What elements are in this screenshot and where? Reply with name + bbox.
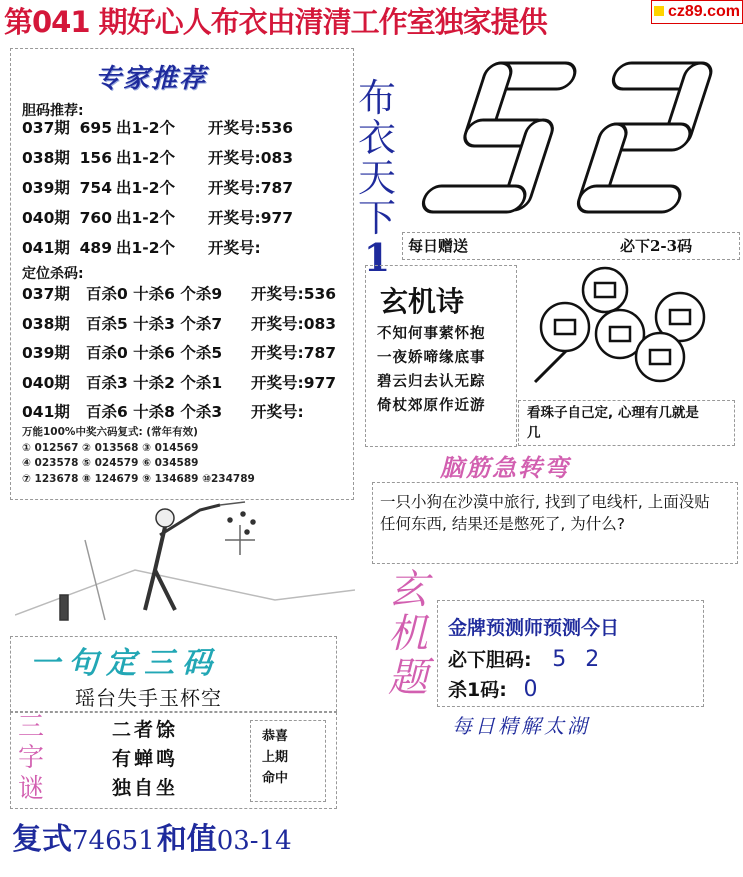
kill-codes: 百杀0 十杀6 个杀9 — [86, 285, 223, 303]
draw-label: 开奖号: — [208, 119, 261, 137]
dan-period: 040期 — [22, 209, 70, 227]
dan-note: 出1-2个 — [116, 179, 176, 197]
buyi-char-3: 天 — [357, 156, 396, 200]
kill-period: 040期 — [22, 373, 70, 392]
buyi-char-2: 衣 — [357, 116, 396, 160]
sanzi-char-2: 字 — [17, 743, 44, 773]
sum-value: 03-14 — [216, 826, 292, 856]
kill-row — [22, 310, 357, 340]
wanneng-title: 万能100%中奖六码复式: (常年有效) — [22, 426, 198, 438]
xuanji-ti-line1: 金牌预测师预测今日 — [448, 617, 620, 639]
wanneng-line-1: ① 012567 ② 013568 ③ 014569 — [22, 442, 199, 454]
site-logo-icon — [654, 6, 664, 16]
congrats-lines — [262, 726, 288, 789]
wanneng-line-2: ④ 023578 ⑤ 024579 ⑥ 034589 — [22, 457, 199, 469]
page-title: 第041 期好心人布衣由清清工作室独家提供 — [4, 5, 547, 39]
kill-rows — [22, 280, 357, 428]
draw-number: 787 — [260, 179, 294, 197]
xuanji-ti-vertical — [383, 568, 433, 700]
dan-label: 胆码推荐: — [22, 103, 84, 119]
golfer-illustration — [15, 500, 355, 630]
buyi-char-1: 布 — [357, 76, 396, 120]
xuanji-ti-dan — [448, 645, 605, 672]
draw-label: 开奖号: — [251, 285, 304, 303]
draw-label: 开奖号: — [208, 149, 261, 167]
yiju-text: 瑶台失手玉杯空 — [75, 686, 222, 710]
dan-row — [22, 143, 352, 173]
draw-label: 开奖号: — [251, 344, 304, 362]
xuanji-ti-kill-label: 杀1码: — [448, 679, 507, 701]
fushi-value: 74651 — [72, 826, 155, 856]
sanzi-line-2: 有蝉鸣 — [112, 748, 179, 770]
sanzi-line-1: 二者馀 — [112, 719, 179, 741]
poem-lines — [377, 322, 486, 418]
draw-number: 083 — [303, 314, 337, 333]
kill-row — [22, 398, 357, 428]
sanzi-lines — [112, 716, 178, 803]
xuanji-ti-dan-value: 5 2 — [552, 647, 606, 672]
dan-number: 156 — [79, 149, 112, 167]
dan-row — [22, 203, 352, 233]
xuanji-ti-char-3: 题 — [388, 655, 428, 701]
dan-row — [22, 173, 352, 203]
expert-heading: 专家推荐 — [95, 64, 208, 94]
draw-number: 977 — [260, 209, 294, 227]
draw-label: 开奖号: — [251, 314, 304, 333]
kill-row — [22, 339, 357, 369]
kill-period: 041期 — [22, 403, 70, 421]
dan-period: 037期 — [22, 119, 70, 137]
draw-number: 787 — [303, 344, 337, 362]
dan-number: 760 — [79, 209, 112, 227]
kill-codes: 百杀6 十杀8 个杀3 — [86, 403, 223, 421]
brain-text: 一只小狗在沙漠中旅行, 找到了电线杆, 上面没贴任何东西, 结果还是憋死了, 为什么? — [380, 493, 710, 533]
poem-title: 玄机诗 — [380, 285, 465, 318]
must-label: 必下2-3码 — [620, 237, 693, 255]
dan-note: 出1-2个 — [116, 209, 176, 227]
dan-number: 695 — [79, 119, 112, 137]
kill-row — [22, 369, 357, 399]
dan-period: 038期 — [22, 149, 70, 167]
poem-line-4: 倚杖郊原作近游 — [377, 397, 486, 414]
dan-row — [22, 233, 352, 263]
yiju-title: 一句定三码 — [30, 646, 220, 681]
draw-number: 083 — [260, 149, 294, 167]
poem-line-2: 一夜娇啼缘底事 — [377, 349, 486, 366]
site-badge[interactable] — [651, 0, 743, 24]
draw-label: 开奖号: — [208, 209, 261, 227]
xuanji-ti-char-2: 机 — [388, 611, 428, 657]
xuanji-ti-kill — [448, 675, 537, 702]
sum-label: 和值 — [156, 822, 217, 857]
coin-caption: 看珠子自己定, 心理有几就是几 — [527, 405, 699, 441]
draw-label: 开奖号: — [208, 179, 261, 197]
draw-number: 536 — [260, 119, 294, 137]
xuanji-ti-char-1: 玄 — [388, 567, 428, 613]
sanzi-char-3: 谜 — [17, 774, 44, 804]
kill-period: 038期 — [22, 314, 70, 333]
draw-label: 开奖号: — [251, 373, 304, 392]
fushi-line — [12, 814, 292, 858]
draw-number: 536 — [303, 285, 337, 303]
kill-period: 039期 — [22, 344, 70, 362]
fushi-label: 复式 — [12, 822, 72, 857]
brain-title: 脑筋急转弯 — [440, 454, 570, 482]
xuanji-ti-dan-label: 必下胆码: — [448, 649, 532, 671]
congrats-line-2: 上期 — [262, 750, 289, 765]
dan-row — [22, 113, 352, 143]
coins-illustration — [515, 262, 730, 402]
kill-label: 定位杀码: — [22, 266, 84, 282]
kill-codes: 百杀5 十杀3 个杀7 — [86, 314, 223, 333]
dan-period: 041期 — [22, 239, 70, 257]
site-text: cz89.com — [667, 3, 741, 20]
daily-label: 每日赠送 — [408, 237, 469, 255]
dan-note: 出1-2个 — [116, 239, 176, 257]
dan-note: 出1-2个 — [116, 119, 176, 137]
sanzi-vertical — [13, 712, 49, 805]
taihu-label: 每日精解太湖 — [452, 714, 590, 738]
buyi-char-4: 下 — [357, 196, 396, 240]
draw-label: 开奖号: — [251, 403, 304, 421]
dan-period: 039期 — [22, 179, 70, 197]
wanneng-line-3: ⑦ 123678 ⑧ 124679 ⑨ 134689 ⑩234789 — [22, 473, 255, 485]
congrats-line-1: 恭喜 — [262, 729, 289, 744]
draw-label: 开奖号: — [208, 239, 261, 257]
xuanji-ti-kill-value: 0 — [523, 677, 538, 702]
kill-codes: 百杀0 十杀6 个杀5 — [86, 344, 223, 362]
dan-note: 出1-2个 — [116, 149, 176, 167]
congrats-line-3: 命中 — [262, 771, 289, 786]
dan-number: 754 — [79, 179, 112, 197]
kill-row — [22, 280, 357, 310]
kill-codes: 百杀3 十杀2 个杀1 — [86, 373, 223, 392]
dan-number: 489 — [79, 239, 112, 257]
poem-line-3: 碧云归去认无踪 — [377, 373, 486, 390]
poem-line-1: 不知何事萦怀抱 — [377, 325, 486, 342]
draw-number: 977 — [303, 373, 337, 392]
buyi-vertical — [352, 78, 402, 278]
sanzi-char-1: 三 — [17, 712, 44, 742]
kill-period: 037期 — [22, 285, 70, 303]
dan-rows — [22, 113, 352, 263]
buyi-char-5: 1 — [363, 235, 391, 280]
digit-52-illustration — [420, 48, 740, 238]
sanzi-line-3: 独自坐 — [112, 777, 179, 799]
